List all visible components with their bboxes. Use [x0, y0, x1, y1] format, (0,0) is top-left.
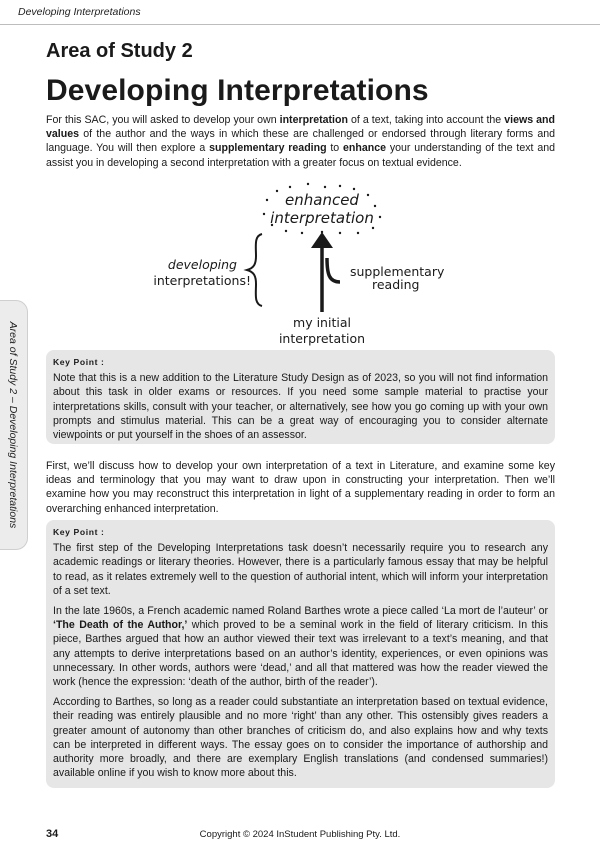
key-point-title-2: Key Point : [53, 527, 105, 537]
arrow-head-icon [311, 232, 333, 248]
text-run: For this SAC, you will asked to develop your own [46, 114, 280, 126]
key-point-paragraph-2 [53, 604, 548, 689]
text-run: to [326, 142, 344, 155]
side-tab-label: Area of Study 2 – Developing Interpretations [7, 321, 19, 529]
emphasis-text: ‘The Death of the Author,’ [53, 619, 188, 632]
page-number: 34 [46, 828, 59, 840]
key-point-box [46, 350, 555, 444]
diagram-label-my-initial: my initial [293, 315, 351, 330]
header-divider [0, 24, 600, 25]
text-run: which proved to be a seminal work in the field of literary criticism. In this piece, Barthes argued that how an author viewed their text was irrelevant to a text’s meaning, and that any attempts to derive interpretations based on an author’s identity, experiences, or even opinions was unnecessary. In other words, authors were ‘dead,’ and all that mattered was how the reader viewed the work (hence the expression: ‘death of the author, birth of the reader’). [53, 619, 549, 689]
key-point-paragraph-3: According to Barthes, so long as a reader could substantiate an interpretation based on textual evidence, their reading was entirely plausible and no more ‘right’ than any other. This ostensibly gives readers a greater amount of autonomy than other branches of criticism do, and also explains how and why texts can be interpreted in different ways. The essay goes on to consider the importance of authorship and authority more broadly, and there are exemplary English translations (and condensed summaries!) available online if you wish to know more about this. [53, 696, 548, 780]
diagram-label-supplementary: supplementary [350, 264, 445, 279]
emphasis-text: interpretation [279, 114, 348, 126]
key-point-box-2 [46, 520, 555, 788]
key-point-paragraph-1: The first step of the Developing Interpretations task doesn’t necessarily require you to research any academic readings or literary theories. However, there is a particularly famous essay that may be helpful to read, as it relates extremely well to the question of authorial intent, which will inform your interpretation of a set text. [53, 542, 548, 597]
diagram-label-interpretations: interpretations! [153, 273, 251, 288]
page-title: Developing Interpretations [46, 74, 429, 107]
diagram-label-interpretation: interpretation [270, 209, 374, 227]
emphasis-text: supplementary reading [209, 142, 327, 155]
text-run: In the late 1960s, a French academic named Roland Barthes wrote a piece called ‘La mort de l’auteur’ or [53, 605, 548, 618]
diagram-label-reading: reading [372, 277, 420, 292]
curly-brace-icon [247, 234, 262, 306]
area-of-study-label: Area of Study 2 [46, 40, 193, 62]
diagram-label-initial-interpretation: interpretation [278, 331, 366, 346]
diagram-label-enhanced: enhanced [285, 191, 359, 209]
side-section-tab [0, 300, 28, 550]
key-point-text: Note that this is a new addition to the Literature Study Design as of 2023, so you will not find information about this task in older exams or resources. If you need some sample material to practise your interpretations skills, consult with your teacher, or alternatively, see how you go coming up with your own prompts and stimulus material. This can be a great way of encouraging you to consider alternate viewpoints or put yourself in the shoes of an assessor. [53, 372, 548, 442]
key-point-title: Key Point : [53, 357, 105, 367]
text-run: of the author and the ways in which these are challenged or endorsed through literary forms and language. You will then explore a [46, 128, 555, 155]
emphasis-text: views and values [46, 114, 555, 141]
diagram-label-developing: developing [167, 257, 237, 272]
curved-arrow-icon [327, 258, 340, 282]
emphasis-text: enhance [343, 142, 387, 155]
intro-paragraph [46, 113, 555, 170]
interpretation-diagram [140, 178, 470, 350]
running-header: Developing Interpretations [18, 6, 141, 18]
first-paragraph: First, we’ll discuss how to develop your own interpretation of a text in Literature, and examine some key ideas and terminology that you may want to draw upon in constructing your interpretation. Then we’ll examine how you may reconstruct this interpretation in light of a supplementary reading in order to form an overarching enhanced interpretation. [46, 460, 555, 515]
text-run: your understanding of the text and assist you in developing a second interpretation with a greater focus on textual evidence. [46, 142, 555, 169]
copyright-notice: Copyright © 2024 InStudent Publishing Pty. Ltd. [199, 829, 401, 840]
text-run: of a text, taking into account the [347, 114, 505, 126]
